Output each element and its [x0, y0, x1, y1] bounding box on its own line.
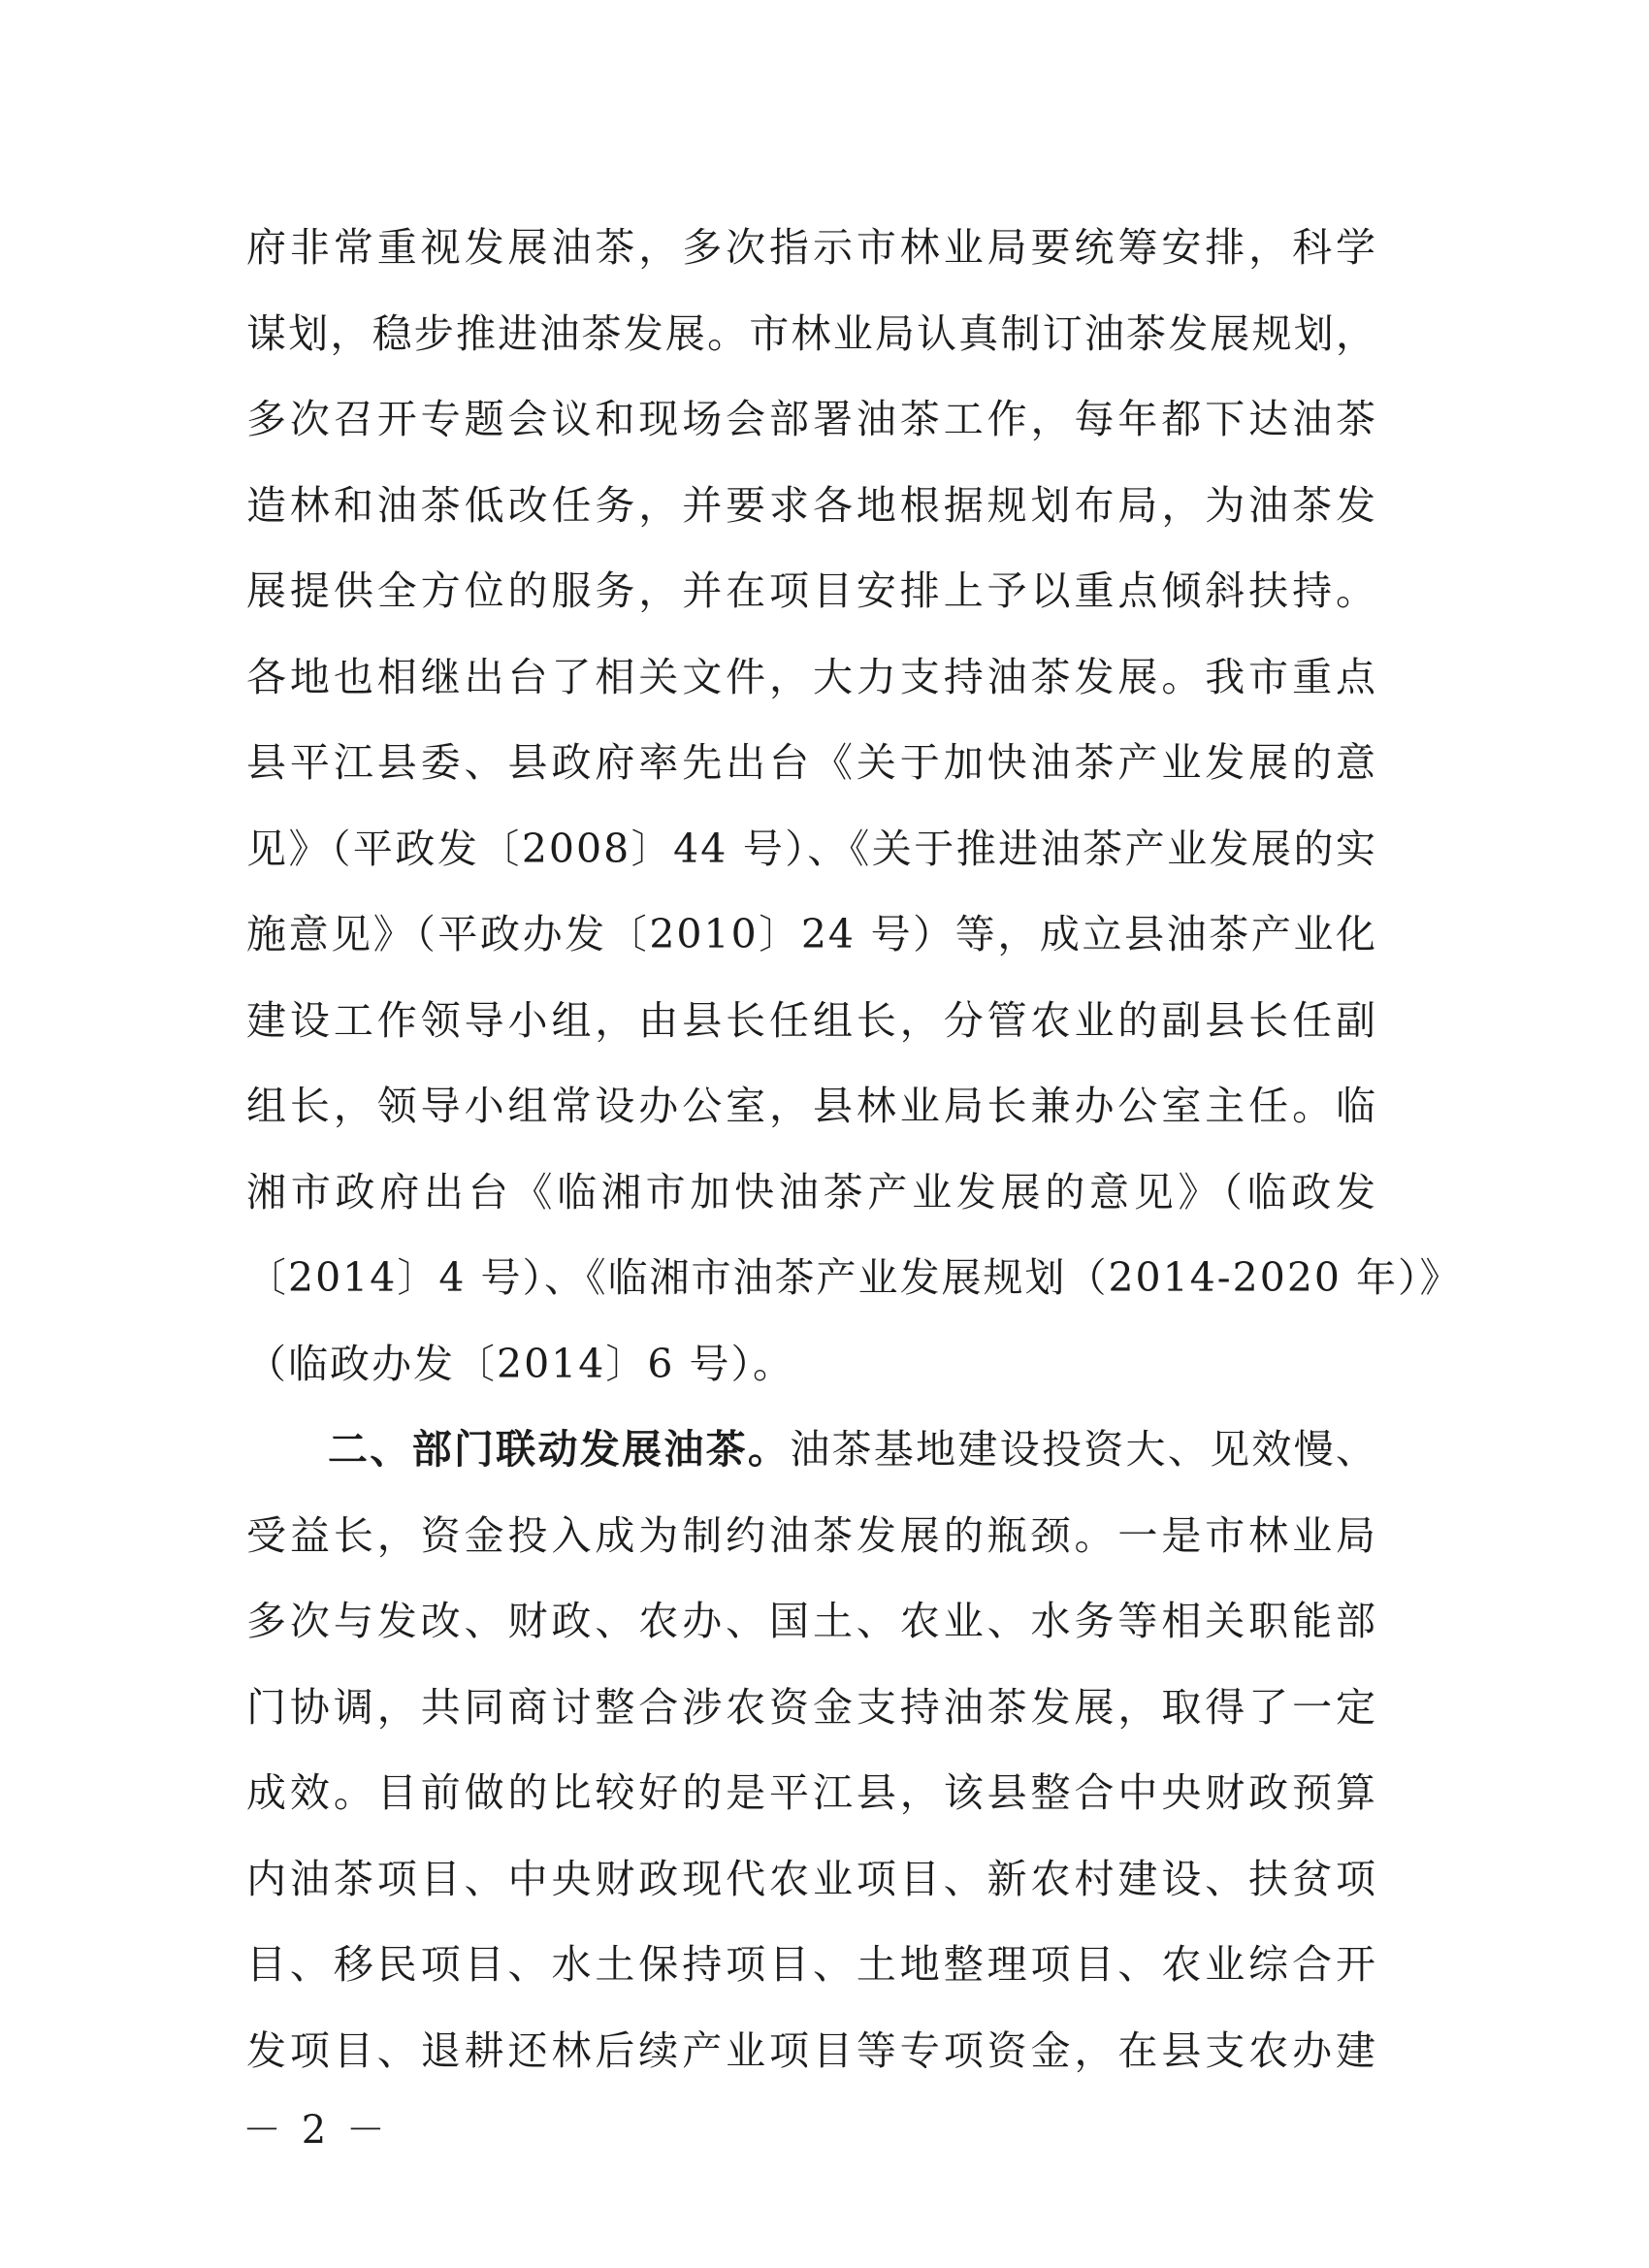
text-line: 多次召开专题会议和现场会部署油茶工作，每年都下达油茶 [246, 396, 1377, 442]
text-line: （临政办发〔2014〕6 号）。 [246, 1340, 794, 1387]
text-line: 发项目、退耕还林后续产业项目等专项资金，在县支农办建 [246, 2026, 1377, 2074]
text-line: 〔2014〕4 号）、《临湘市油茶产业发展规划（2014-2020 年）》 [246, 1254, 1462, 1301]
text-line: 内油茶项目、中央财政现代农业项目、新农村建设、扶贫项 [246, 1855, 1377, 1902]
text-line: 门协调，共同商讨整合涉农资金支持油茶发展，取得了一定 [246, 1683, 1377, 1731]
text-line: 成效。目前做的比较好的是平江县，该县整合中央财政预算 [246, 1769, 1377, 1816]
text-line: 府非常重视发展油茶，多次指示市林业局要统筹安排，科学 [246, 224, 1377, 271]
text-line: 施意见》（平政办发〔2010〕24 号）等，成立县油茶产业化 [246, 911, 1377, 957]
text-line: 目、移民项目、水土保持项目、土地整理项目、农业综合开 [246, 1941, 1377, 1988]
text-line: 多次与发改、财政、农办、国土、农业、水务等相关职能部 [246, 1598, 1377, 1644]
paragraph-1 [246, 205, 1462, 1407]
page-number: － 2 － [242, 2108, 389, 2153]
text-line: 各地也相继出台了相关文件，大力支持油茶发展。我市重点 [246, 653, 1377, 700]
text-line [246, 1407, 1377, 1493]
text-line: 受益长，资金投入成为制约油茶发展的瓶颈。一是市林业局 [246, 1511, 1377, 1559]
text-line: 造林和油茶低改任务，并要求各地根据规划布局，为油茶发 [246, 481, 1377, 529]
paragraph-2 [246, 1407, 1377, 2093]
text-line: 建设工作领导小组，由县长任组长，分管农业的副县长任副 [246, 996, 1377, 1044]
text-line: 组长，领导小组常设办公室，县林业局长兼办公室主任。临 [246, 1083, 1377, 1129]
section-heading: 二、部门联动发展油茶。 [328, 1426, 791, 1473]
text-line: 县平江县委、县政府率先出台《关于加快油茶产业发展的意 [246, 739, 1377, 786]
text-line: 见》（平政发〔2008〕44 号）、《关于推进油茶产业发展的实 [246, 825, 1377, 872]
text-line: 湘市政府出台《临湘市加快油茶产业发展的意见》（临政发 [246, 1168, 1377, 1215]
heading-continuation: 油茶基地建设投资大、见效慢、 [790, 1426, 1378, 1473]
text-line: 谋划，稳步推进油茶发展。市林业局认真制订油茶发展规划， [246, 309, 1377, 357]
text-line: 展提供全方位的服务，并在项目安排上予以重点倾斜扶持。 [246, 567, 1377, 614]
